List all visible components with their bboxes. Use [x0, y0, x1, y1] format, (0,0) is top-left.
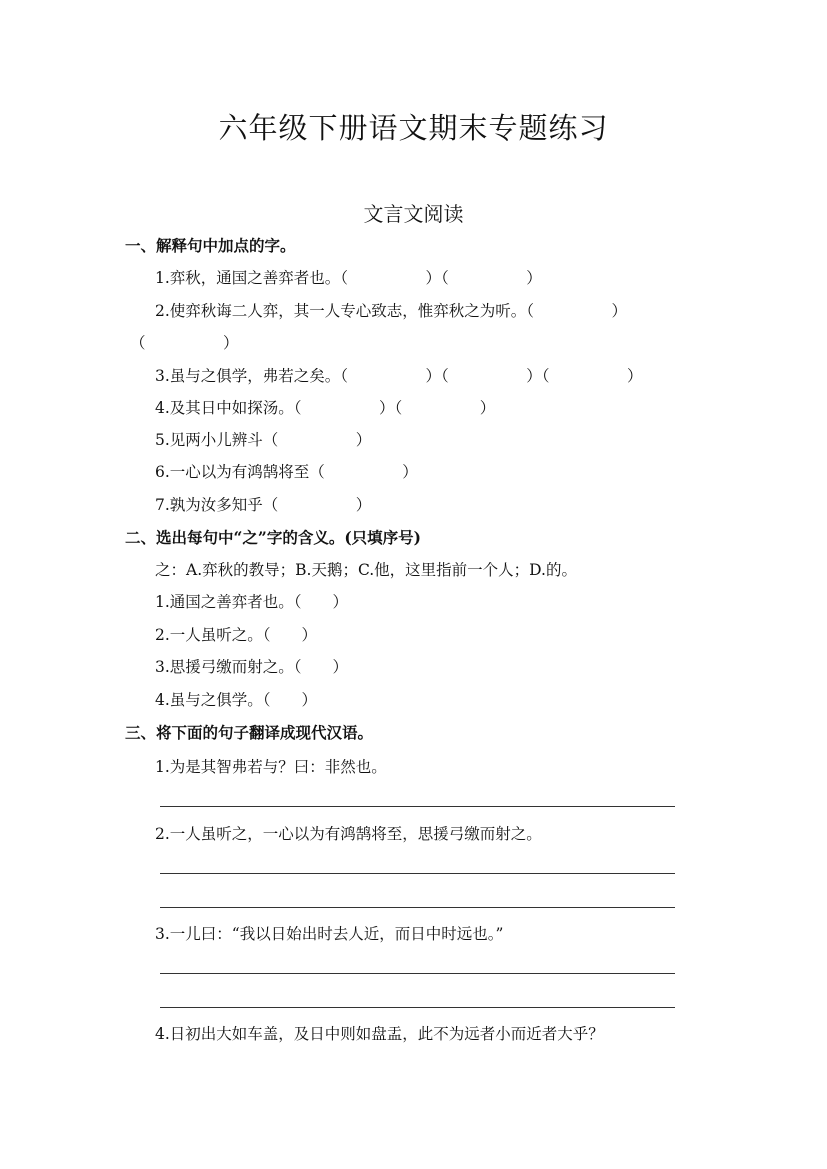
question-line: 3.思援弓缴而射之。（ ） — [155, 658, 349, 676]
question-line: 1.弈秋，通国之善弈者也。（ ）（ ） — [155, 269, 542, 287]
answer-line — [160, 973, 675, 974]
options-line: 之：A.弈秋的教导；B.天鹅；C.他，这里指前一个人；D.的。 — [155, 561, 577, 579]
question-line: 7.孰为汝多知乎（ ） — [155, 496, 372, 514]
question-line: （ ） — [130, 334, 239, 352]
section3-heading: 三、将下面的句子翻译成现代汉语。 — [125, 723, 374, 742]
section-subtitle: 文言文阅读 — [363, 202, 464, 226]
section2-heading: 二、选出每句中“之”字的含义。(只填序号) — [125, 528, 421, 547]
answer-line — [160, 873, 675, 874]
question-line: 4.虽与之俱学。（ ） — [155, 691, 318, 709]
answer-line — [160, 907, 675, 908]
question-line: 1.通国之善弈者也。（ ） — [155, 593, 349, 611]
question-line: 4.日初出大如车盖，及日中则如盘盂，此不为远者小而近者大乎？ — [155, 1025, 604, 1043]
question-line: 2.一人虽听之。（ ） — [155, 626, 318, 644]
question-line: 2.使弈秋诲二人弈，其一人专心致志，惟弈秋之为听。（ ） — [155, 302, 628, 320]
question-line: 6.一心以为有鸿鹄将至（ ） — [155, 463, 418, 481]
page-title: 六年级下册语文期末专题练习 — [218, 111, 609, 145]
question-line: 3.一儿曰：“我以日始出时去人近，而日中时远也。” — [155, 925, 504, 943]
answer-line — [160, 806, 675, 807]
question-line: 1.为是其智弗若与？曰：非然也。 — [155, 758, 387, 776]
answer-line — [160, 1007, 675, 1008]
question-line: 3.虽与之俱学，弗若之矣。（ ）（ ）（ ） — [155, 367, 643, 385]
question-line: 2.一人虽听之，一心以为有鸿鹄将至，思援弓缴而射之。 — [155, 825, 542, 843]
section1-heading: 一、解释句中加点的字。 — [125, 236, 296, 255]
question-line: 5.见两小儿辨斗（ ） — [155, 431, 372, 449]
question-line: 4.及其日中如探汤。（ ）（ ） — [155, 399, 496, 417]
